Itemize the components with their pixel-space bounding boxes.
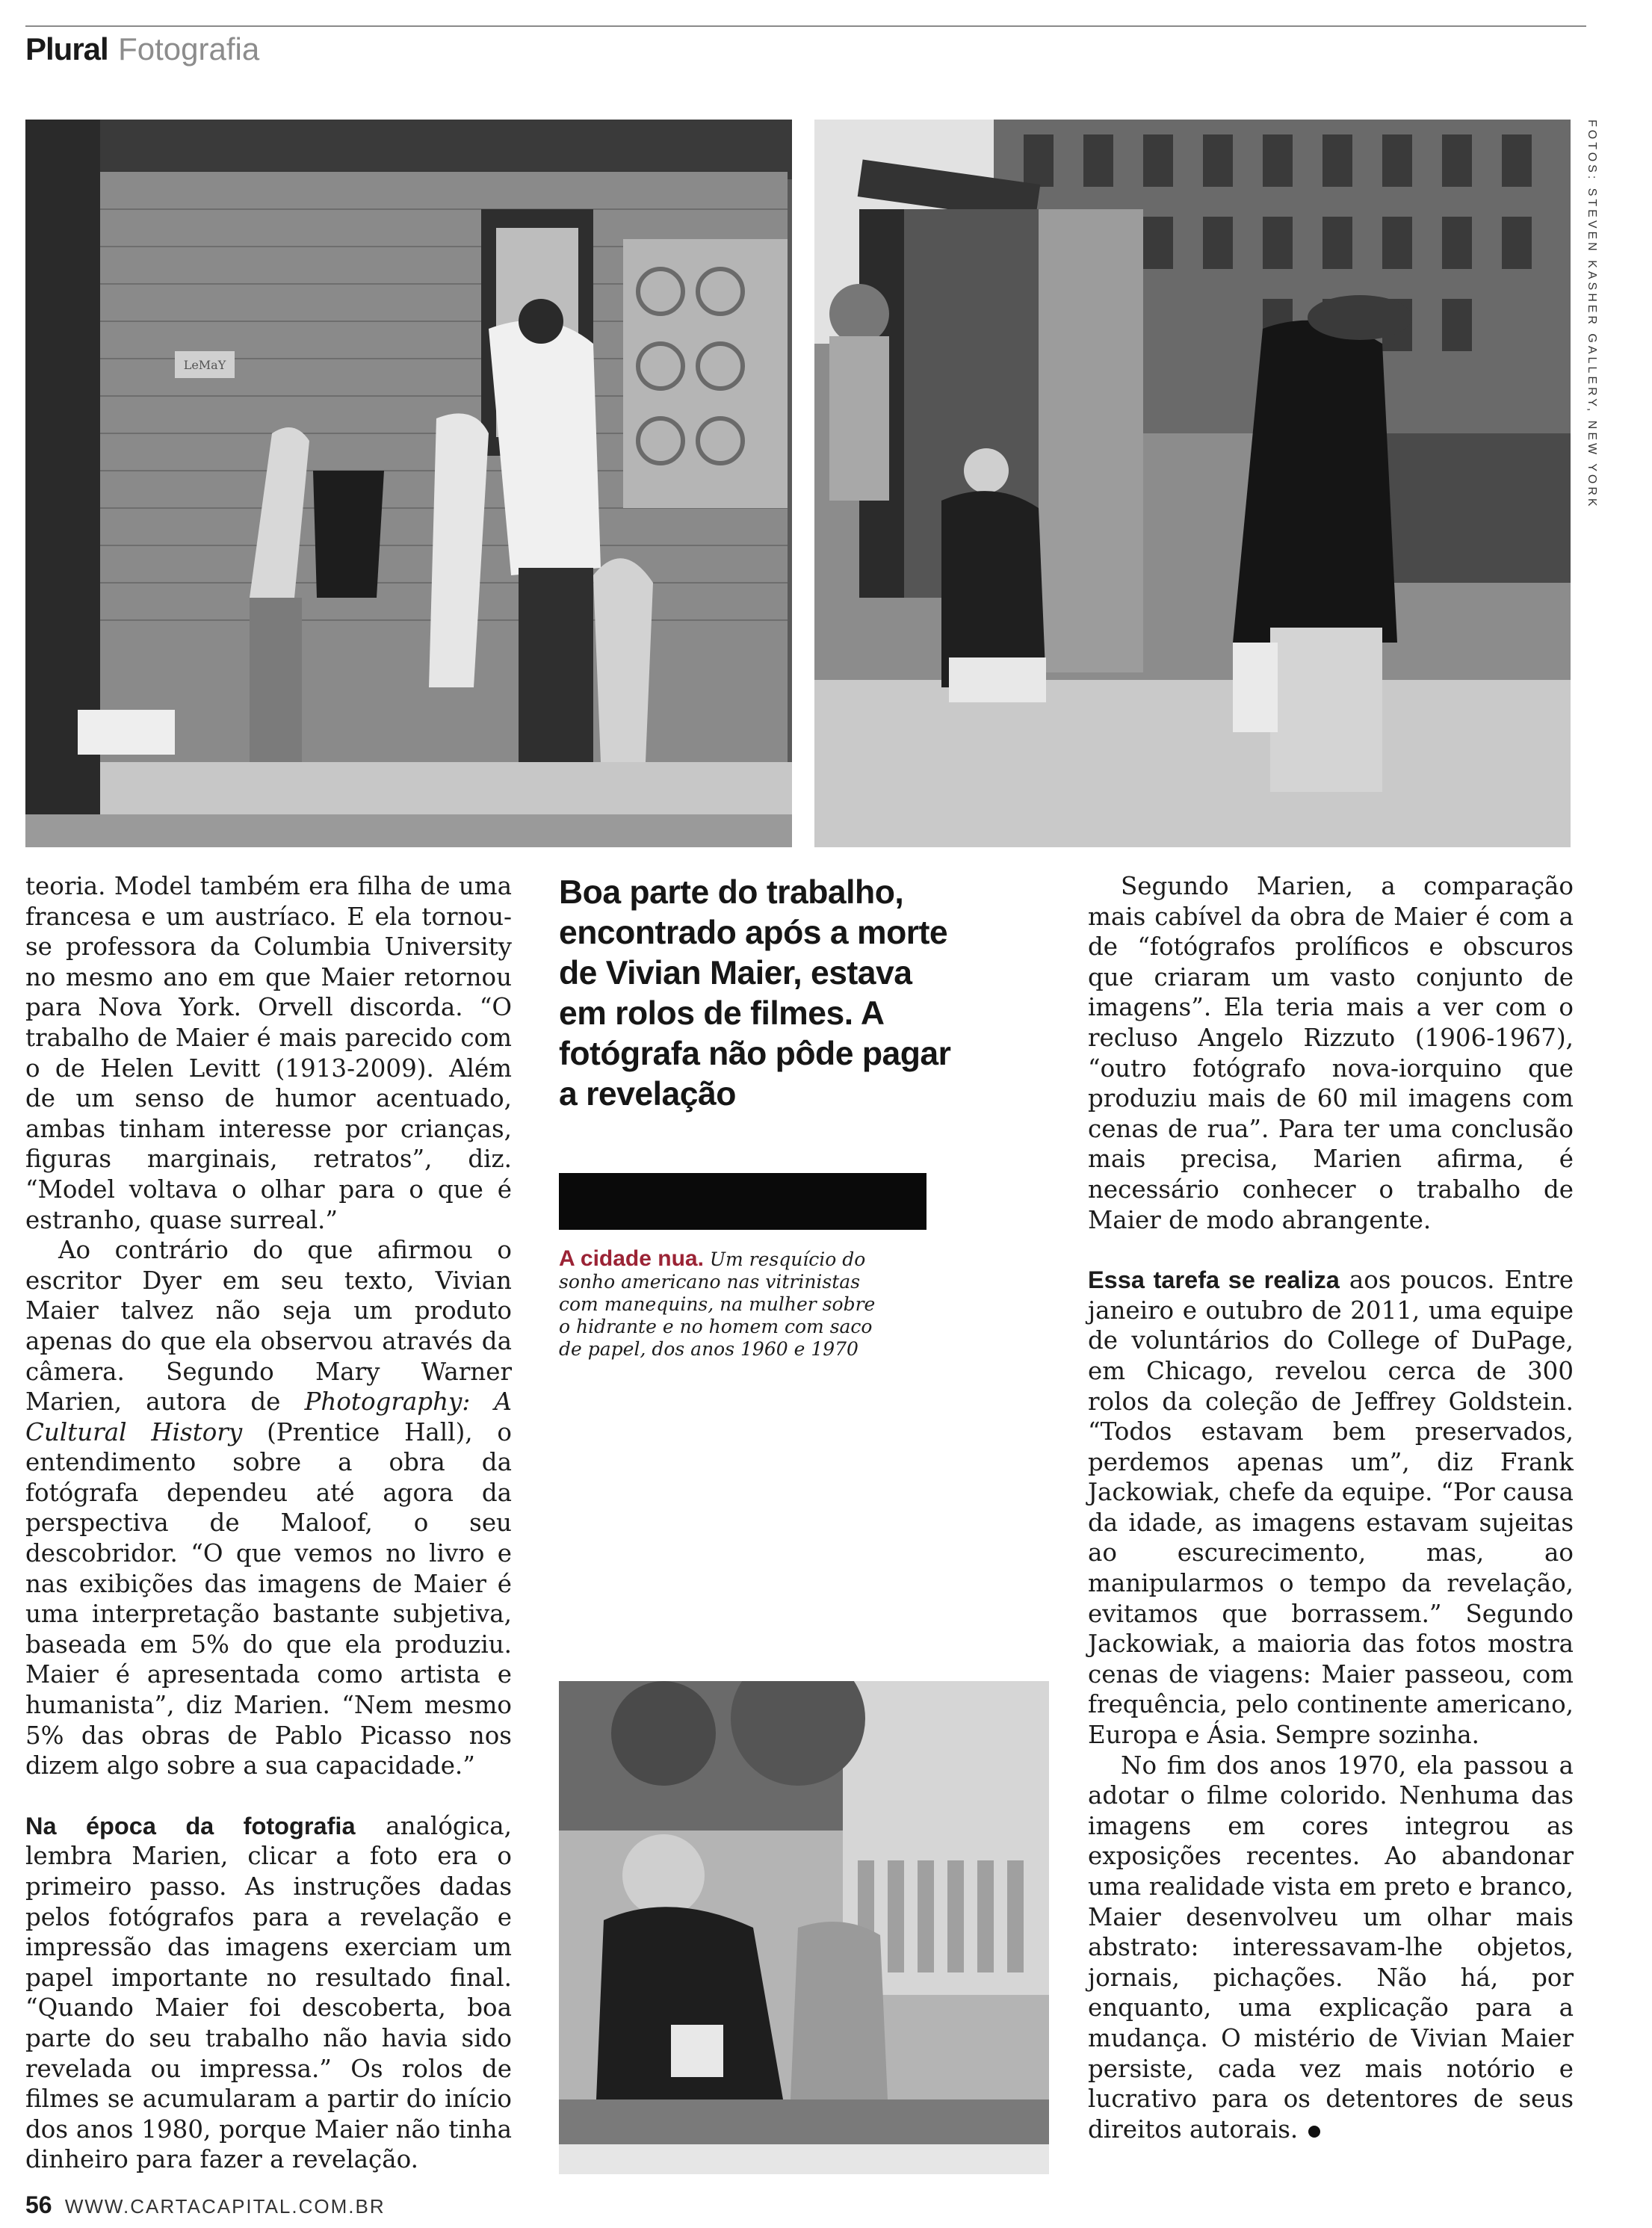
col1-paragraph-3 xyxy=(25,1811,512,2175)
end-mark-icon xyxy=(1308,2126,1320,2138)
section-subtitle: Fotografia xyxy=(118,31,260,66)
col3-p2-text: aos poucos. Entre janeiro e outubro de 2011, uma equipe de voluntários do College of DuPage, em Chicago, revelou cerca de 300 rolos da coleção de Jeffrey Goldstein. “Todos estavam bem preservados, perdemos apenas um”, diz Frank Jackowiak, chefe da equipe. “Por causa da idade, as imagens estavam sujeitas ao escurecimento, mas, ao manipularmos o tempo da revelação, evitamos que borrassem.” Segundo Jackowiak, a maioria das fotos mostra cenas de viagens: Maier passeou, com frequência, pelo continente americano, Europa e Ásia. Sempre sozinha. xyxy=(1088,1266,1574,1750)
photo-shop-window xyxy=(25,120,792,847)
article-column-1 xyxy=(25,871,512,2175)
col1-p2-text-b: (Prentice Hall), o entendimento sobre a obra da fotógrafa dependeu até agora da perspectiva de Maloof, o seu descobridor. “O que vemos no livro e nas exibições das imagens de Maier é uma interpretação bastante subjetiva, baseada em 5% do que ela produziu. Maier é apresentada como artista e humanista”, diz Marien. “Nem mesmo 5% das obras de Pablo Picasso nos dizem algo sobre a sua capacidade.” xyxy=(25,1417,512,1780)
caption-text: Um resquício do sonho americano nas vitrinistas com manequins, na mulher sobre o hidrante e no homem com saco de papel, dos anos 1960 e 1970 xyxy=(559,1248,876,1360)
photo-caption xyxy=(559,1248,888,1361)
photo-street-hydrant xyxy=(814,120,1571,847)
header-rule xyxy=(25,25,1586,27)
col3-p3-text: No fim dos anos 1970, ela passou a adotar o filme colorido. Nenhuma das imagens em cores integrou as exposições recentes. Ao abandonar uma realidade vista em preto e branco, Maier desenvolveu um olhar mais abstrato: interessavam-lhe objetos, jornais, pichações. Não há, por enquanto, uma explicação para a mudança. O mistério de Vivian Maier persiste, cada vez mais notório e lucrativo para os detentores de seus direitos autorais. xyxy=(1088,1751,1574,2144)
book-title: Photography: A Cultural History xyxy=(25,1387,512,1446)
col1-p3-text: analógica, lembra Marien, clicar a foto era o primeiro passo. As instruções dadas pelos fotógrafos para a revelação e impressão das imagens exerciam um papel importante no resultado final. “Quando Maier foi descoberta, boa parte do seu trabalho não havia sido revelada ou impressa.” Os rolos de filmes se acumularam a partir do início dos anos 1980, porque Maier não tinha dinheiro para fazer a revelação. xyxy=(25,1811,512,2174)
paragraph-gap xyxy=(25,1781,512,1811)
pull-quote: Boa parte do trabalho, encontrado após a morte de Vivian Maier, estava em rolos de filmes. A fotógrafa não pôde pagar a revelação xyxy=(559,874,951,1113)
photo-credit: FOTOS: STEVEN KASHER GALLERY, NEW YORK xyxy=(1586,120,1598,510)
col1-subhead: Na época da fotografia xyxy=(25,1812,356,1839)
section-header xyxy=(25,30,259,69)
footer-url[interactable]: WWW.CARTACAPITAL.COM.BR xyxy=(64,2195,386,2218)
paragraph-gap xyxy=(1088,1235,1574,1265)
photo-man-paper-bag xyxy=(559,1681,1049,2174)
article-column-3 xyxy=(1088,871,1574,2144)
col1-paragraph-1: teoria. Model também era filha de uma francesa e um austríaco. E ela tornou-se professora da Columbia University no mesmo ano em que Maier retornou para Nova York. Orvell discorda. “O trabalho de Maier é mais parecido com o de Helen Levitt (1913-2009). Além de um senso de humor acentuado, ambas tinham interesse por crianças, figuras marginais, retratos”, diz. “Model voltava o olhar para o que é estranho, quase surreal.” xyxy=(25,872,512,1234)
shop-window-label: LeMaY xyxy=(183,358,226,372)
col3-paragraph-2 xyxy=(1088,1265,1574,1751)
caption-title: A cidade nua. xyxy=(559,1246,704,1271)
page-footer xyxy=(25,2192,386,2219)
pull-quote-bar xyxy=(559,1173,926,1230)
page-number: 56 xyxy=(25,2191,52,2218)
section-title: Plural xyxy=(25,31,108,66)
col3-paragraph-1: Segundo Marien, a comparação mais cabível da obra de Maier é com a de “fotógrafos prolíficos e obscuros que criaram um vasto conjunto de imagens”. Ela teria mais a ver com o recluso Angelo Rizzuto (1906-1967), “outro fotógrafo nova-iorquino que produziu mais de 60 mil imagens com cenas de rua”. Para ter uma conclusão mais precisa, Marien afirma, é necessário conhecer o trabalho de Maier de modo abrangente. xyxy=(1088,872,1574,1234)
col1-p2-text-a: Ao contrário do que afirmou o escritor Dyer em seu texto, Vivian Maier talvez não seja um produto apenas do que ela observou através da câmera. Segundo Mary Warner Marien, autora de xyxy=(25,1236,512,1417)
col3-paragraph-3 xyxy=(1088,1751,1574,2145)
col3-subhead: Essa tarefa se realiza xyxy=(1088,1266,1340,1294)
col1-paragraph-2 xyxy=(25,1235,512,1781)
